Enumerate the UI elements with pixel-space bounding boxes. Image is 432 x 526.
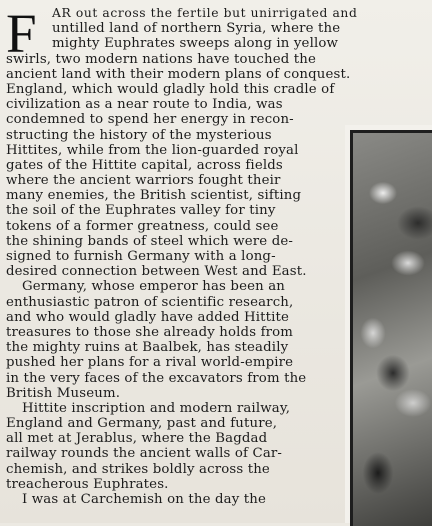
- text-line: mighty Euphrates sweeps along in yellow: [52, 36, 339, 52]
- text-line: where the ancient warriors fought their: [6, 173, 281, 189]
- text-line: in the very faces of the excavators from the: [6, 370, 307, 386]
- text-line: railway rounds the ancient walls of Car-: [6, 446, 283, 462]
- article-body: [6, 3, 420, 507]
- text-line: many enemies, the British scientist, sifting: [6, 188, 302, 204]
- text-line: I was at Carchemish on the day the: [22, 492, 267, 507]
- text-line: all met at Jerablus, where the Bagdad: [6, 431, 268, 447]
- text-line: AR out across the fertile but unirrigated and: [52, 6, 358, 20]
- text-line: treacherous Euphrates.: [6, 476, 169, 492]
- text-line: England and Germany, past and future,: [6, 416, 278, 432]
- text-line: Hittites, while from the lion-guarded royal: [6, 142, 299, 158]
- text-line: civilization as a near route to India, was: [6, 97, 283, 113]
- text-line: gates of the Hittite capital, across fields: [6, 157, 283, 173]
- text-line: ancient land with their modern plans of conquest.: [6, 66, 351, 82]
- text-line: swirls, two modern nations have touched the: [6, 51, 317, 67]
- text-line: pushed her plans for a rival world-empire: [6, 355, 294, 371]
- text-line: signed to furnish Germany with a long-: [6, 249, 276, 264]
- paragraph-2: [6, 279, 420, 401]
- text-line: chemish, and strikes boldly across the: [6, 461, 270, 477]
- paragraph-3: [6, 401, 420, 492]
- text-line: and who would gladly have added Hittite: [6, 309, 290, 325]
- paragraph-4: [6, 492, 420, 507]
- drop-cap: F: [6, 3, 37, 64]
- text-line: the soil of the Euphrates valley for tiny: [6, 203, 276, 219]
- text-line: Germany, whose emperor has been an: [22, 279, 285, 295]
- text-line: Hittite inscription and modern railway,: [22, 400, 291, 416]
- paragraph-1: [6, 3, 420, 280]
- text-line: structing the history of the mysterious: [6, 127, 272, 143]
- text-line: the mighty ruins at Baalbek, has steadily: [6, 340, 289, 356]
- text-line: treasures to those she already holds from: [6, 324, 294, 340]
- text-line: untilled land of northern Syria, where the: [52, 21, 341, 37]
- text-line: tokens of a former greatness, could see: [6, 218, 279, 234]
- text-line: enthusiastic patron of scientific research,: [6, 294, 294, 310]
- text-line: England, which would gladly hold this cradle of: [6, 81, 335, 97]
- text-line: the shining bands of steel which were de-: [6, 233, 294, 249]
- text-line: British Museum.: [6, 385, 121, 401]
- text-line: condemned to spend her energy in recon-: [6, 112, 294, 128]
- text-line: desired connection between West and East.: [6, 264, 307, 280]
